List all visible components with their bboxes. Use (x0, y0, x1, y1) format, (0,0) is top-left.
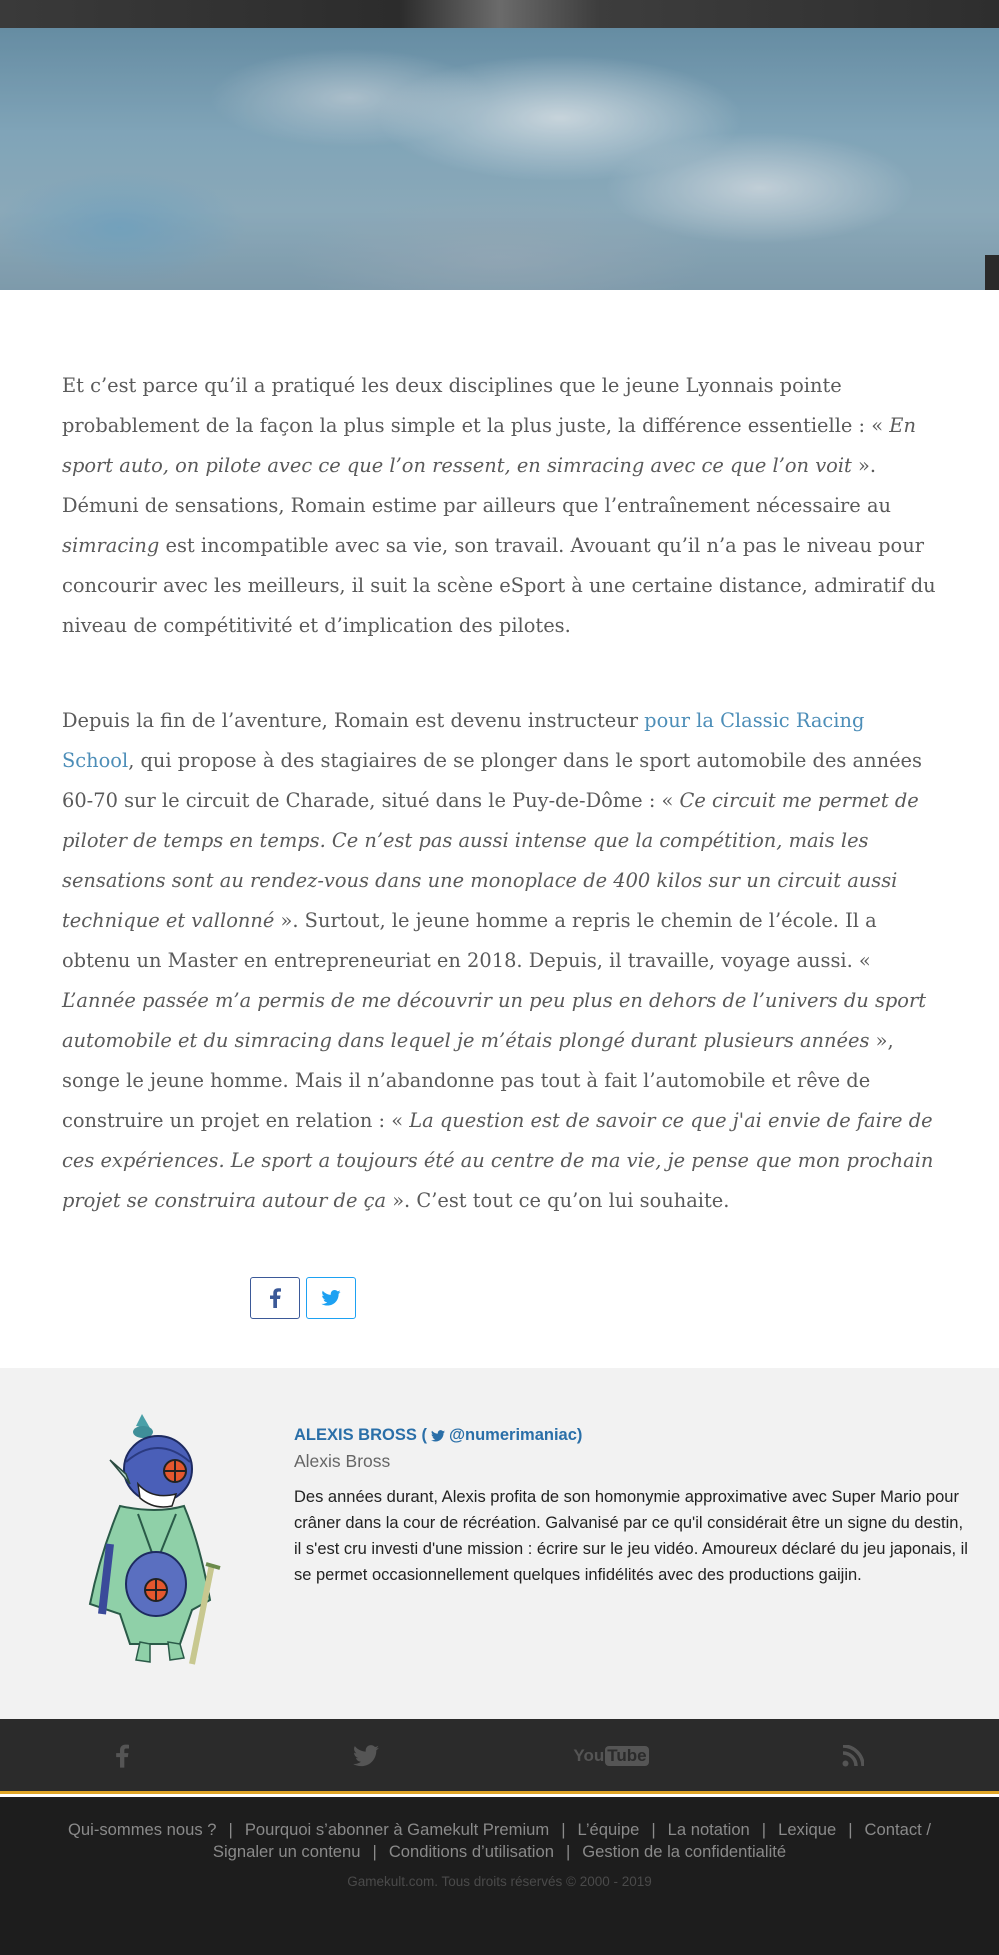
footer-link[interactable]: Lexique (778, 1820, 837, 1839)
paragraph-text: Et c’est parce qu’il a pratiqué les deux disciplines que le jeune Lyonnais pointe probablement de la façon la plus simple et la plus juste, la différence essentielle : « (62, 374, 890, 437)
quote-text: La question est de savoir ce que j'ai envie de faire de ces expériences. Le sport a toujours été au centre de ma vie, je pense que mon prochain projet se construira autour de ça (62, 1109, 934, 1212)
footer-link[interactable]: Pourquoi s’abonner à Gamekult Premium (244, 1820, 550, 1839)
paragraph-text: Depuis la fin de l’aventure, Romain est devenu instructeur (62, 709, 645, 732)
author-subtitle: Alexis Bross (294, 1451, 391, 1471)
author-name-prefix: ALEXIS BROSS ( (294, 1426, 427, 1444)
footer-youtube-link[interactable] (573, 1741, 647, 1771)
footer-separator: | (848, 1820, 853, 1839)
copyright: Gamekult.com. Tous droits réservés © 2000 - 2019 (347, 1874, 652, 1889)
hero-image-top-strip (0, 0, 999, 28)
paragraph-text: », songe le jeune homme. Mais il n’abandonne pas tout à fait l’automobile et rêve de construire un projet en relation : « (62, 1029, 894, 1132)
footer-link[interactable]: L’équipe (577, 1820, 640, 1839)
footer-link[interactable]: Gestion de la confidentialité (582, 1842, 787, 1861)
twitter-icon (431, 1430, 445, 1442)
footer-separator: | (372, 1842, 377, 1861)
footer-links-row-1 (0, 1820, 999, 1840)
twitter-share-button[interactable] (306, 1277, 356, 1319)
twitter-bird-icon (321, 1290, 341, 1306)
author-bio: Des années durant, Alexis profita de son homonymie approximative avec Super Mario pour crâner dans la cour de récréation. Galvanisé par ce qu'il considérait être un signe du destin, il s'est cru investi d'une mission : écrire sur le jeu vidéo. Amoureux déclaré du jeu japonais, il se permet occasionnellement quelques infidélités avec des productions gaijin. (294, 1488, 968, 1584)
footer-link[interactable]: Qui-sommes nous ? (68, 1820, 217, 1839)
share-buttons (250, 1277, 356, 1319)
article-paragraph-2 (62, 701, 942, 1221)
youtube-icon-tube: Tube (607, 1746, 647, 1765)
paragraph-text: ». Démuni de sensations, Romain estime par ailleurs que l’entraînement nécessaire au (62, 454, 891, 517)
quote-text: simracing (62, 534, 160, 557)
twitter-icon (353, 1745, 379, 1767)
quote-text: L’année passée m’a permis de me découvrir un peu plus en dehors de l’univers du sport automobile et du simracing dans lequel je m’étais plongé durant plusieurs années (62, 989, 927, 1052)
hero-overlay (0, 28, 999, 290)
youtube-icon (573, 1746, 648, 1766)
hero-corner-shape (985, 255, 999, 290)
paragraph-text: , qui propose à des stagiaires de se plonger dans le sport automobile des années 60-70 sur le circuit de Charade, situé dans le Puy-de-Dôme : « (62, 749, 922, 812)
footer-separator: | (228, 1820, 233, 1839)
quote-text: Ce circuit me permet de piloter de temps en temps. Ce n’est pas aussi intense que la compétition, mais les sensations sont au rendez-vous dans une monoplace de 400 kilos sur un circuit aussi technique et vallonné (62, 789, 919, 932)
author-name-link[interactable] (294, 1426, 582, 1445)
footer-social-bar (0, 1719, 999, 1794)
footer-separator: | (561, 1820, 566, 1839)
footer-separator: | (761, 1820, 767, 1839)
author-box (0, 1368, 999, 1719)
paragraph-text: ». Surtout, le jeune homme a repris le chemin de l’école. Il a obtenu un Master en entrepreneuriat en 2018. Depuis, il travaille, voyage aussi. « (62, 909, 877, 972)
footer-links (0, 1797, 999, 1955)
rss-icon (842, 1745, 864, 1767)
youtube-icon-you: You (573, 1746, 605, 1765)
footer-twitter-link[interactable] (352, 1741, 380, 1771)
author-avatar (80, 1414, 230, 1668)
footer-facebook-link[interactable] (112, 1741, 132, 1771)
paragraph-text: est incompatible avec sa vie, son travail. Avouant qu’il n’a pas le niveau pour concourir avec les meilleurs, il suit la scène eSport à une certaine distance, admiratif du niveau de compétitivité et d’implication des pilotes. (62, 534, 936, 637)
footer-rss-link[interactable] (842, 1741, 864, 1771)
quote-text: En sport auto, on pilote avec ce que l’on ressent, en simracing avec ce que l’on voit (62, 414, 916, 477)
footer-links-row-2 (0, 1842, 999, 1862)
article-paragraph-1 (62, 366, 942, 646)
article-body (62, 366, 942, 1221)
facebook-share-button[interactable] (250, 1277, 300, 1319)
footer-separator: | (651, 1820, 656, 1839)
author-handle: @numerimaniac) (448, 1426, 583, 1444)
hero-image (0, 0, 999, 290)
footer-link[interactable]: Contact / (864, 1820, 931, 1839)
footer-separator: | (565, 1842, 571, 1861)
classic-racing-school-link[interactable]: pour la Classic Racing School (62, 709, 865, 772)
footer-link[interactable]: Conditions d’utilisation (388, 1842, 554, 1861)
footer-link[interactable]: La notation (667, 1820, 750, 1839)
facebook-f-icon (269, 1288, 281, 1308)
footer-link[interactable]: Signaler un contenu (212, 1842, 361, 1861)
facebook-icon (115, 1744, 129, 1768)
paragraph-text: ». C’est tout ce qu’on lui souhaite. (386, 1189, 730, 1212)
